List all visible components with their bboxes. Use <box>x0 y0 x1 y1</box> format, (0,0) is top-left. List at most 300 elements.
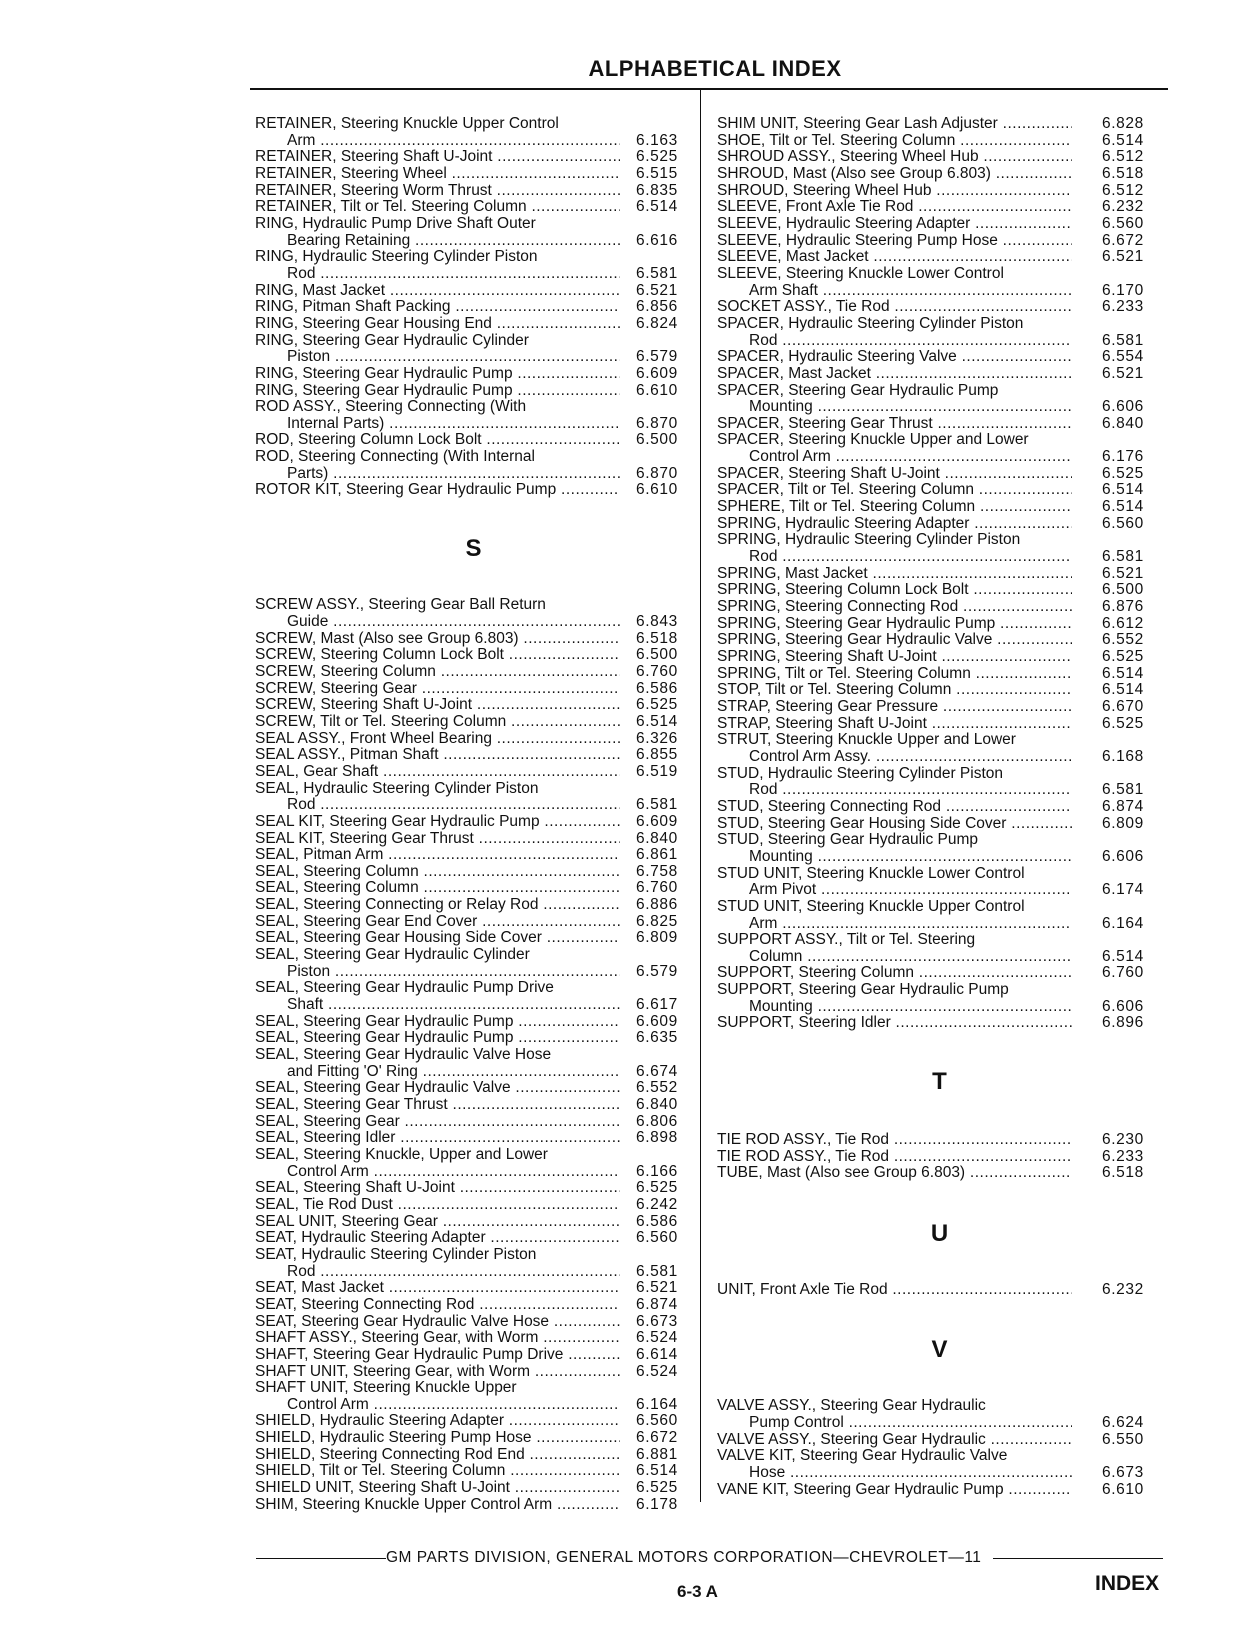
index-entry-continuation <box>717 399 1162 416</box>
index-entry <box>255 449 692 466</box>
index-entry <box>255 1080 692 1097</box>
entry-text: TIE ROD ASSY., Tie Rod <box>717 1131 890 1148</box>
entry-page-ref: 6.521 <box>636 1279 678 1297</box>
entry-page-ref: 6.610 <box>636 381 678 399</box>
index-entry-continuation <box>255 797 692 814</box>
entry-page-ref: 6.500 <box>1102 581 1144 599</box>
entry-text: SCREW ASSY., Steering Gear Ball Return <box>255 597 546 614</box>
index-entry <box>255 897 692 914</box>
entry-page-ref: 6.514 <box>1102 681 1144 699</box>
entry-page-ref: 6.514 <box>636 198 678 216</box>
entry-text: RING, Steering Gear Hydraulic Pump <box>255 365 513 382</box>
footer-publisher: GM PARTS DIVISION, GENERAL MOTORS CORPORATION—CHEVROLET—11 <box>386 1549 982 1566</box>
index-entry <box>717 1165 1162 1182</box>
index-entry <box>255 647 692 664</box>
spacer <box>717 1298 1162 1325</box>
index-entry <box>255 199 692 216</box>
entry-text: SPRING, Tilt or Tel. Steering Column <box>717 665 971 682</box>
index-entry <box>255 482 692 499</box>
entry-page-ref: 6.672 <box>636 1429 678 1447</box>
index-entry <box>255 914 692 931</box>
index-entry-continuation <box>717 849 1162 866</box>
spacer <box>717 1259 1162 1282</box>
entry-text: SCREW, Tilt or Tel. Steering Column <box>255 713 507 730</box>
entry-text: Control Arm <box>749 449 831 466</box>
entry-page-ref: 6.552 <box>1102 631 1144 649</box>
index-entry <box>717 466 1162 483</box>
entry-page-ref: 6.560 <box>1102 214 1144 232</box>
entry-text: SEAT, Mast Jacket <box>255 1280 384 1297</box>
entry-text: RETAINER, Tilt or Tel. Steering Column <box>255 199 527 216</box>
entry-text: SEAL, Steering Gear Hydraulic Valve <box>255 1080 511 1097</box>
entry-text: SEAL, Hydraulic Steering Cylinder Piston <box>255 780 539 797</box>
entry-text: SHIELD, Hydraulic Steering Adapter <box>255 1413 504 1430</box>
entry-page-ref: 6.514 <box>636 1462 678 1480</box>
entry-text: ROTOR KIT, Steering Gear Hydraulic Pump <box>255 482 557 499</box>
entry-page-ref: 6.515 <box>636 164 678 182</box>
entry-text: SUPPORT, Steering Gear Hydraulic Pump <box>717 982 1009 999</box>
entry-text: SEAL, Steering Gear <box>255 1113 400 1130</box>
entry-text: SHOE, Tilt or Tel. Steering Column <box>717 132 956 149</box>
index-entry <box>717 1015 1162 1032</box>
entry-text: SCREW, Steering Column Lock Bolt <box>255 647 504 664</box>
entry-page-ref: 6.617 <box>636 996 678 1014</box>
index-entry <box>717 149 1162 166</box>
index-entry <box>255 1347 692 1364</box>
entry-page-ref: 6.500 <box>636 646 678 664</box>
entry-page-ref: 6.232 <box>1102 198 1144 216</box>
index-entry <box>255 1314 692 1331</box>
entry-page-ref: 6.674 <box>636 1062 678 1080</box>
entry-text: Guide <box>287 613 329 630</box>
index-entry-continuation <box>255 1164 692 1181</box>
entry-page-ref: 6.840 <box>636 829 678 847</box>
entry-text: Arm Pivot <box>749 882 817 899</box>
index-entry <box>717 649 1162 666</box>
index-entry <box>255 216 692 233</box>
entry-page-ref: 6.168 <box>1102 747 1144 765</box>
entry-text: VANE KIT, Steering Gear Hydraulic Pump <box>717 1481 1004 1498</box>
entry-text: SEAL, Steering Idler <box>255 1130 396 1147</box>
entry-page-ref: 6.809 <box>636 929 678 947</box>
entry-page-ref: 6.581 <box>636 796 678 814</box>
index-entry <box>255 597 692 614</box>
index-entry <box>717 566 1162 583</box>
entry-page-ref: 6.586 <box>636 679 678 697</box>
entry-text: Rod <box>287 1263 316 1280</box>
entry-page-ref: 6.521 <box>1102 364 1144 382</box>
entry-page-ref: 6.758 <box>636 862 678 880</box>
entry-text: SPACER, Hydraulic Steering Cylinder Piston <box>717 315 1024 332</box>
entry-text: Piston <box>287 963 331 980</box>
entry-text: STUD, Steering Connecting Rod <box>717 798 942 815</box>
entry-page-ref: 6.519 <box>636 762 678 780</box>
entry-text: Arm <box>749 915 778 932</box>
entry-text: ROD, Steering Column Lock Bolt <box>255 432 482 449</box>
entry-text: SOCKET ASSY., Tie Rod <box>717 299 890 316</box>
index-entry <box>255 1097 692 1114</box>
index-entry <box>255 731 692 748</box>
index-entry <box>717 266 1162 283</box>
entry-page-ref: 6.898 <box>636 1129 678 1147</box>
entry-text: RING, Hydraulic Steering Cylinder Piston <box>255 249 538 266</box>
entry-text: STUD, Hydraulic Steering Cylinder Piston <box>717 765 1003 782</box>
entry-page-ref: 6.861 <box>636 846 678 864</box>
index-entry <box>255 781 692 798</box>
entry-page-ref: 6.581 <box>636 264 678 282</box>
entry-page-ref: 6.512 <box>1102 148 1144 166</box>
entry-text: SEAL, Gear Shaft <box>255 763 379 780</box>
index-entry-continuation <box>717 1465 1162 1482</box>
entry-page-ref: 6.760 <box>1102 964 1144 982</box>
entry-text: SPRING, Hydraulic Steering Cylinder Piston <box>717 532 1021 549</box>
index-entry <box>255 1247 692 1264</box>
entry-page-ref: 6.560 <box>636 1412 678 1430</box>
entry-text: SPRING, Mast Jacket <box>717 565 868 582</box>
entry-text: Shaft <box>287 997 324 1014</box>
spacer <box>255 566 692 598</box>
entry-page-ref: 6.635 <box>636 1029 678 1047</box>
index-entry-continuation <box>255 233 692 250</box>
entry-text: SEAL ASSY., Front Wheel Bearing <box>255 730 492 747</box>
index-entry <box>717 599 1162 616</box>
entry-page-ref: 6.840 <box>636 1096 678 1113</box>
entry-page-ref: 6.606 <box>1102 997 1144 1015</box>
index-entry <box>255 930 692 947</box>
index-entry <box>255 1180 692 1197</box>
index-entry <box>255 1447 692 1464</box>
entry-page-ref: 6.609 <box>636 1012 678 1030</box>
index-entry <box>717 432 1162 449</box>
index-entry <box>717 866 1162 883</box>
entry-text: STUD UNIT, Steering Knuckle Lower Control <box>717 865 1025 882</box>
entry-text: SLEEVE, Mast Jacket <box>717 249 869 266</box>
entry-page-ref: 6.896 <box>1102 1014 1144 1032</box>
index-entry <box>255 249 692 266</box>
entry-page-ref: 6.672 <box>1102 231 1144 249</box>
entry-text: SEAL, Steering Knuckle, Upper and Lower <box>255 1146 548 1163</box>
entry-page-ref: 6.233 <box>1102 1147 1144 1165</box>
index-entry <box>717 349 1162 366</box>
index-entry <box>255 1197 692 1214</box>
entry-page-ref: 6.606 <box>1102 398 1144 416</box>
entry-text: RETAINER, Steering Knuckle Upper Control <box>255 116 559 132</box>
entry-text: SEAL KIT, Steering Gear Hydraulic Pump <box>255 813 540 830</box>
entry-text: Piston <box>287 349 331 366</box>
entry-page-ref: 6.579 <box>636 962 678 980</box>
index-entry-continuation <box>717 949 1162 966</box>
index-entry <box>717 482 1162 499</box>
entry-text: SPACER, Tilt or Tel. Steering Column <box>717 482 974 499</box>
index-entry <box>717 216 1162 233</box>
entry-page-ref: 6.512 <box>1102 181 1144 199</box>
spacer <box>255 499 692 532</box>
entry-text: RING, Steering Gear Hydraulic Cylinder <box>255 332 529 349</box>
entry-page-ref: 6.874 <box>1102 797 1144 815</box>
entry-text: Control Arm Assy. <box>749 748 872 765</box>
index-entry <box>255 399 692 416</box>
entry-page-ref: 6.521 <box>636 281 678 299</box>
index-entry <box>717 366 1162 383</box>
section-letter: U <box>930 1219 949 1247</box>
index-entry <box>255 283 692 300</box>
index-entry <box>255 697 692 714</box>
entry-text: Hose <box>749 1464 786 1481</box>
index-entry-continuation <box>255 466 692 483</box>
column-divider <box>700 90 701 1502</box>
index-entry <box>255 1480 692 1497</box>
section-tag: INDEX <box>1095 1572 1160 1595</box>
index-entry <box>255 747 692 764</box>
entry-page-ref: 6.886 <box>636 896 678 914</box>
entry-page-ref: 6.624 <box>1102 1413 1144 1431</box>
entry-page-ref: 6.614 <box>636 1345 678 1363</box>
entry-page-ref: 6.518 <box>1102 164 1144 182</box>
entry-text: SHROUD, Steering Wheel Hub <box>717 182 932 199</box>
index-entry <box>717 582 1162 599</box>
entry-page-ref: 6.560 <box>636 1229 678 1247</box>
entry-text: SLEEVE, Front Axle Tie Rod <box>717 199 914 216</box>
entry-page-ref: 6.610 <box>1102 1480 1144 1498</box>
entry-page-ref: 6.876 <box>1102 598 1144 616</box>
section-letter: T <box>932 1068 947 1096</box>
entry-text: STUD UNIT, Steering Knuckle Upper Control <box>717 898 1025 915</box>
footer-rule-right <box>993 1558 1163 1559</box>
spacer <box>717 1032 1162 1057</box>
entry-text: SHAFT, Steering Gear Hydraulic Pump Drive <box>255 1346 564 1363</box>
entry-text: SEAL, Steering Gear Hydraulic Pump <box>255 1030 514 1047</box>
index-entry <box>255 1214 692 1231</box>
index-entry-continuation <box>717 549 1162 566</box>
entry-text: SEAL, Steering Column <box>255 863 419 880</box>
index-entry <box>255 366 692 383</box>
entry-page-ref: 6.521 <box>1102 248 1144 266</box>
entry-text: TIE ROD ASSY., Tie Rod <box>717 1148 890 1165</box>
index-entry-continuation <box>255 133 692 150</box>
entry-text: SPACER, Steering Knuckle Upper and Lower <box>717 432 1029 449</box>
entry-page-ref: 6.163 <box>636 131 678 149</box>
entry-page-ref: 6.518 <box>636 629 678 647</box>
entry-text: Control Arm <box>287 1396 369 1413</box>
entry-text: SEAL, Steering Connecting or Relay Rod <box>255 897 539 914</box>
entry-text: VALVE ASSY., Steering Gear Hydraulic <box>717 1398 986 1415</box>
index-entry <box>717 116 1162 133</box>
entry-text: SPRING, Hydraulic Steering Adapter <box>717 515 970 532</box>
entry-page-ref: 6.178 <box>636 1495 678 1513</box>
entry-text: RING, Pitman Shaft Packing <box>255 299 451 316</box>
entry-page-ref: 6.828 <box>1102 115 1144 132</box>
entry-text: SCREW, Steering Column <box>255 663 436 680</box>
entry-page-ref: 6.806 <box>636 1112 678 1130</box>
index-entry <box>255 1297 692 1314</box>
entry-text: STOP, Tilt or Tel. Steering Column <box>717 682 952 699</box>
index-entry <box>717 299 1162 316</box>
entry-page-ref: 6.856 <box>636 298 678 316</box>
entry-text: SPACER, Steering Gear Thrust <box>717 415 933 432</box>
index-entry <box>255 1430 692 1447</box>
entry-page-ref: 6.176 <box>1102 448 1144 466</box>
entry-page-ref: 6.326 <box>636 729 678 747</box>
index-entry <box>717 183 1162 200</box>
index-entry-continuation <box>255 997 692 1014</box>
index-entry <box>255 664 692 681</box>
entry-page-ref: 6.581 <box>1102 331 1144 349</box>
index-entry <box>717 1398 1162 1415</box>
entry-text: SHIM UNIT, Steering Gear Lash Adjuster <box>717 116 998 132</box>
entry-text: RETAINER, Steering Worm Thrust <box>255 182 492 199</box>
entry-page-ref: 6.514 <box>1102 481 1144 499</box>
entry-text: Internal Parts) <box>287 415 385 432</box>
entry-text: SEAL, Pitman Arm <box>255 847 384 864</box>
index-entry <box>717 532 1162 549</box>
entry-page-ref: 6.525 <box>636 696 678 714</box>
index-entry-continuation <box>255 349 692 366</box>
entry-page-ref: 6.525 <box>636 148 678 166</box>
entry-text: Bearing Retaining <box>287 232 411 249</box>
entry-text: SPACER, Steering Gear Hydraulic Pump <box>717 382 999 399</box>
entry-text: Arm <box>287 132 316 149</box>
entry-page-ref: 6.560 <box>1102 514 1144 532</box>
index-entry <box>255 1130 692 1147</box>
index-entry <box>255 316 692 333</box>
entry-text: STRUT, Steering Knuckle Upper and Lower <box>717 732 1016 749</box>
index-entry <box>717 666 1162 683</box>
entry-text: VALVE ASSY., Steering Gear Hydraulic <box>717 1431 986 1448</box>
entry-text: SEAT, Steering Connecting Rod <box>255 1296 475 1313</box>
index-entry <box>717 133 1162 150</box>
index-entry <box>255 383 692 400</box>
entry-text: SEAL, Steering Gear Hydraulic Pump Drive <box>255 980 554 997</box>
index-entry-continuation <box>717 882 1162 899</box>
entry-page-ref: 6.874 <box>636 1295 678 1313</box>
index-entry-continuation <box>717 333 1162 350</box>
entry-text: STRAP, Steering Gear Pressure <box>717 698 939 715</box>
entry-page-ref: 6.554 <box>1102 348 1144 366</box>
entry-text: SLEEVE, Hydraulic Steering Adapter <box>717 215 971 232</box>
index-entry <box>255 1330 692 1347</box>
entry-page-ref: 6.518 <box>1102 1164 1144 1182</box>
entry-text: SEAL, Steering Column <box>255 880 419 897</box>
index-entry <box>717 616 1162 633</box>
title-rule <box>250 88 1168 90</box>
entry-text: SEAT, Steering Gear Hydraulic Valve Hose <box>255 1313 550 1330</box>
entry-text: RING, Steering Gear Housing End <box>255 315 492 332</box>
index-entry <box>255 947 692 964</box>
entry-page-ref: 6.233 <box>1102 298 1144 316</box>
entry-text: SUPPORT, Steering Column <box>717 965 914 982</box>
entry-page-ref: 6.609 <box>636 812 678 830</box>
entry-text: SPRING, Steering Gear Hydraulic Valve <box>717 632 993 649</box>
entry-text: STUD, Steering Gear Hydraulic Pump <box>717 832 979 849</box>
index-entry-continuation <box>255 416 692 433</box>
entry-page-ref: 6.616 <box>636 231 678 249</box>
spacer <box>717 1375 1162 1398</box>
entry-page-ref: 6.673 <box>1102 1463 1144 1481</box>
index-entry <box>255 980 692 997</box>
index-entry-continuation <box>255 1264 692 1281</box>
entry-page-ref: 6.552 <box>636 1079 678 1097</box>
index-entry <box>717 899 1162 916</box>
index-entry <box>717 233 1162 250</box>
entry-text: Arm Shaft <box>749 282 818 299</box>
index-entry <box>717 316 1162 333</box>
page-number: 6-3 A <box>677 1582 718 1601</box>
entry-text: RETAINER, Steering Shaft U-Joint <box>255 149 493 166</box>
entry-text: UNIT, Front Axle Tie Rod <box>717 1281 888 1298</box>
entry-text: SPACER, Hydraulic Steering Valve <box>717 349 957 366</box>
entry-page-ref: 6.670 <box>1102 697 1144 715</box>
entry-page-ref: 6.514 <box>1102 131 1144 149</box>
entry-text: RETAINER, Steering Wheel <box>255 165 447 182</box>
entry-page-ref: 6.581 <box>1102 781 1144 799</box>
entry-text: ROD, Steering Connecting (With Internal <box>255 449 535 466</box>
index-column-right <box>717 116 1162 1498</box>
index-entry <box>255 831 692 848</box>
entry-page-ref: 6.514 <box>1102 947 1144 965</box>
entry-text: Rod <box>749 332 778 349</box>
entry-text: SUPPORT, Steering Idler <box>717 1015 891 1032</box>
index-entry-continuation <box>255 266 692 283</box>
index-entry-continuation <box>717 449 1162 466</box>
entry-text: TUBE, Mast (Also see Group 6.803) <box>717 1165 966 1182</box>
entry-text: Mounting <box>749 399 813 416</box>
entry-text: SPACER, Steering Shaft U-Joint <box>717 465 940 482</box>
entry-text: SLEEVE, Hydraulic Steering Pump Hose <box>717 232 998 249</box>
index-entry <box>255 714 692 731</box>
entry-page-ref: 6.514 <box>1102 498 1144 516</box>
index-entry <box>717 732 1162 749</box>
index-entry <box>255 681 692 698</box>
entry-text: SPRING, Steering Column Lock Bolt <box>717 582 969 599</box>
entry-page-ref: 6.610 <box>636 481 678 499</box>
index-entry <box>255 864 692 881</box>
entry-page-ref: 6.500 <box>636 431 678 449</box>
index-entry <box>255 1364 692 1381</box>
index-entry <box>717 416 1162 433</box>
entry-text: Column <box>749 948 803 965</box>
entry-text: RING, Mast Jacket <box>255 282 386 299</box>
entry-text: SUPPORT ASSY., Tilt or Tel. Steering <box>717 932 976 949</box>
index-entry <box>717 982 1162 999</box>
index-entry <box>717 1282 1162 1299</box>
index-entry <box>255 183 692 200</box>
index-column-left <box>255 116 692 1513</box>
index-entry <box>255 1147 692 1164</box>
entry-page-ref: 6.579 <box>636 348 678 366</box>
index-entry <box>255 1114 692 1131</box>
index-entry-continuation <box>717 749 1162 766</box>
entry-text: Control Arm <box>287 1163 369 1180</box>
entry-page-ref: 6.521 <box>1102 564 1144 582</box>
entry-text: Pump Control <box>749 1414 844 1431</box>
entry-page-ref: 6.825 <box>636 912 678 930</box>
index-entry <box>255 1030 692 1047</box>
index-entry <box>717 249 1162 266</box>
index-entry <box>717 766 1162 783</box>
entry-page-ref: 6.524 <box>636 1329 678 1347</box>
entry-text: SEAL, Steering Shaft U-Joint <box>255 1180 455 1197</box>
index-entry-continuation <box>255 964 692 981</box>
index-entry <box>255 1413 692 1430</box>
entry-text: SEAL ASSY., Pitman Shaft <box>255 747 439 764</box>
entry-page-ref: 6.581 <box>636 1262 678 1280</box>
entry-text: SEAL UNIT, Steering Gear <box>255 1213 438 1230</box>
index-entry <box>255 1047 692 1064</box>
entry-text: Mounting <box>749 998 813 1015</box>
index-entry <box>717 1432 1162 1449</box>
entry-page-ref: 6.164 <box>636 1395 678 1413</box>
entry-page-ref: 6.174 <box>1102 881 1144 899</box>
